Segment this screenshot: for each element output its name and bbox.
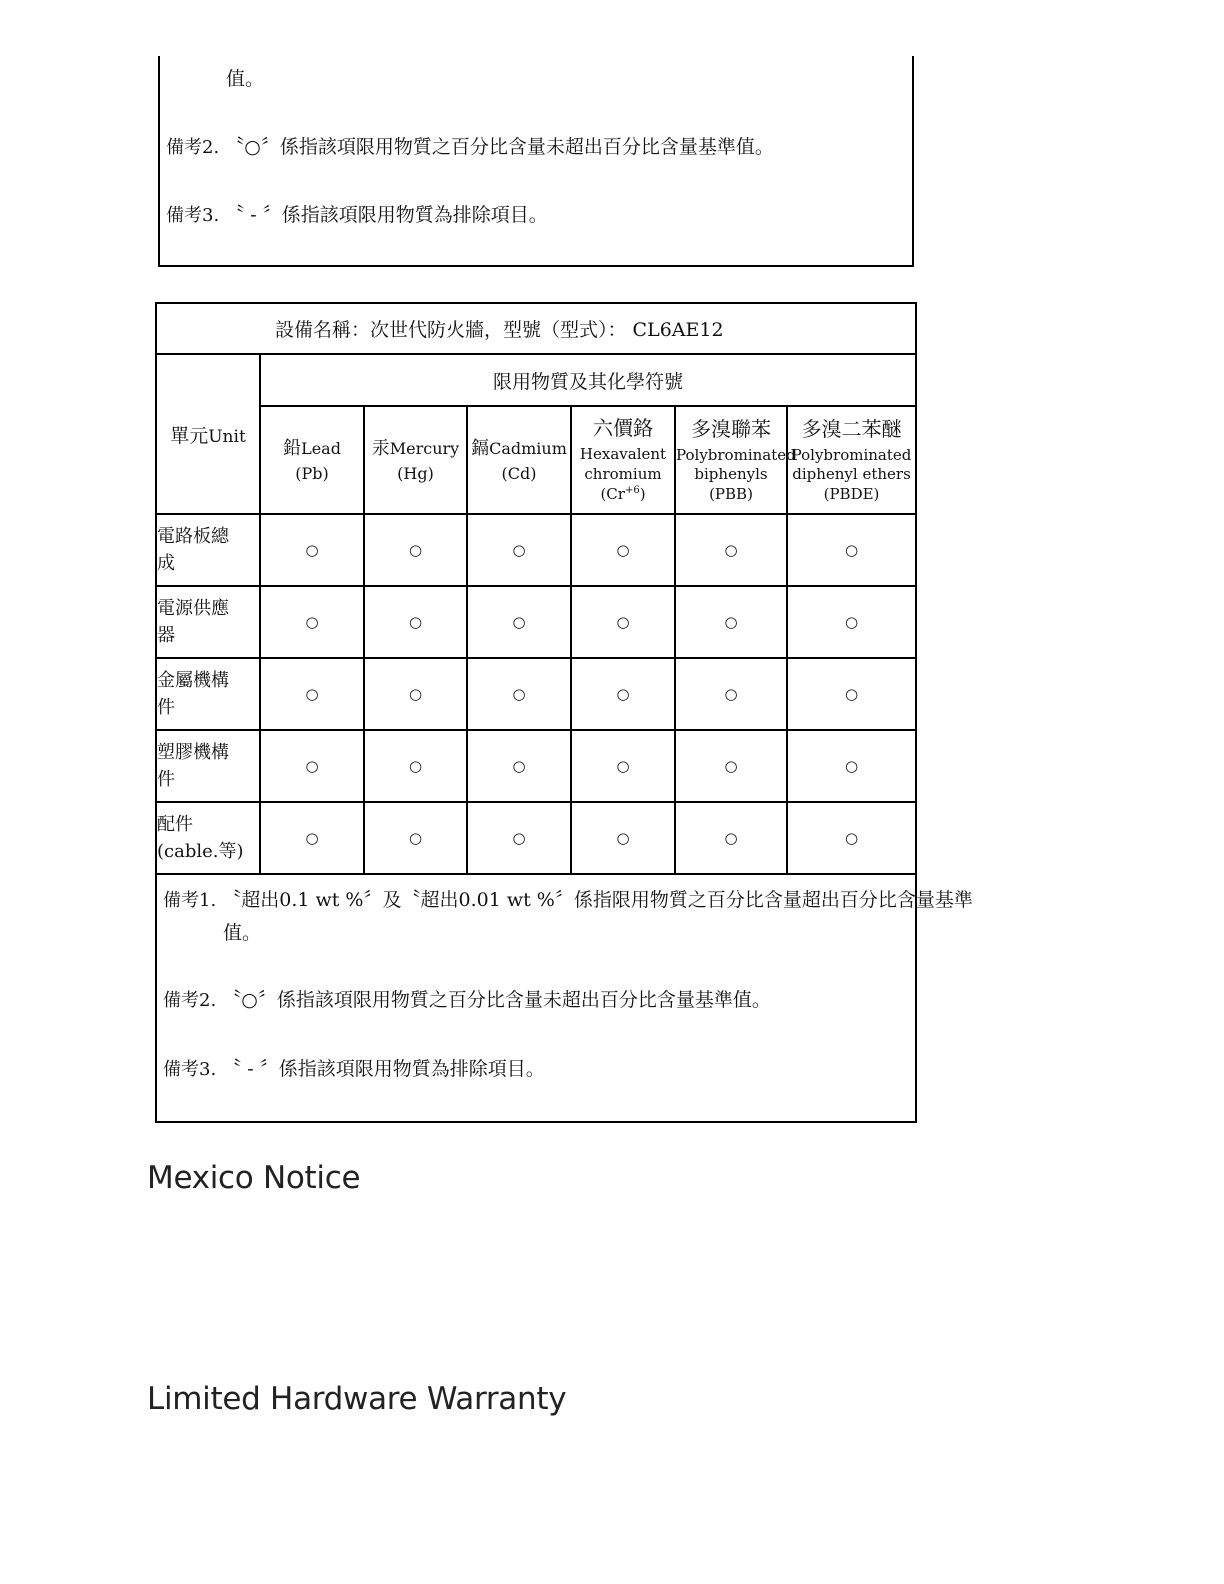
cell-value: ○ xyxy=(467,658,571,730)
note-2-text: 〝○〞係指該項限用物質之百分比含量未超出百分比含量基準值。 xyxy=(225,136,774,158)
table-row xyxy=(156,802,916,874)
note-2 xyxy=(166,136,774,159)
cell-value: ○ xyxy=(467,586,571,658)
note-2: 備考2. 〝○〞係指該項限用物質之百分比含量未超出百分比含量基準值。 xyxy=(163,989,771,1011)
note-3-label: 備考3. xyxy=(166,205,220,226)
table-notes xyxy=(156,874,973,1122)
table-title-cell xyxy=(156,303,916,354)
column-header-pbde: 多溴二苯醚 Polybrominated diphenyl ethers (PBDE) xyxy=(787,406,916,514)
column-header-mercury: 汞Mercury (Hg) xyxy=(364,406,467,514)
cell-value: ○ xyxy=(260,658,364,730)
previous-table-notes xyxy=(158,56,914,267)
cell-value: ○ xyxy=(571,586,675,658)
note-3-text: 〝 - 〞係指該項限用物質為排除項目。 xyxy=(225,204,548,226)
column-header-hexavalent-chromium: 六價鉻 Hexavalent chromium $(Cr^{+6})$ xyxy=(571,406,675,514)
cell-value: ○ xyxy=(364,658,467,730)
cell-value: ○ xyxy=(787,586,916,658)
component-name: 配件 (cable.等) xyxy=(156,802,260,874)
cell-value: ○ xyxy=(260,802,364,874)
table-title: 設備名稱：次世代防火牆，型號（型式）： CL6AE12 xyxy=(275,319,724,341)
cell-value: ○ xyxy=(675,586,787,658)
cell-value: ○ xyxy=(787,658,916,730)
component-name: 塑膠機構 件 xyxy=(156,730,260,802)
cell-value: ○ xyxy=(260,514,364,586)
cell-value: ○ xyxy=(364,514,467,586)
cell-value: ○ xyxy=(364,802,467,874)
column-header-lead: 鉛Lead (Pb) xyxy=(260,406,364,514)
column-header-pbb: 多溴聯苯 Polybrominated biphenyls (PBB) xyxy=(675,406,787,514)
cell-value: ○ xyxy=(571,802,675,874)
substances-header: 限用物質及其化學符號 xyxy=(260,354,916,406)
cell-value: ○ xyxy=(787,802,916,874)
note-1-continuation: 值。 xyxy=(226,68,265,90)
cell-value: ○ xyxy=(571,730,675,802)
restricted-substances-table xyxy=(155,302,973,1123)
cell-value: ○ xyxy=(675,730,787,802)
cell-value: ○ xyxy=(675,658,787,730)
unit-header xyxy=(156,354,260,514)
mexico-notice-heading: Mexico Notice xyxy=(147,1160,361,1196)
component-name: 電源供應 器 xyxy=(156,586,260,658)
column-header-cadmium: 鎘Cadmium (Cd) xyxy=(467,406,571,514)
component-name: 電路板總 成 xyxy=(156,514,260,586)
table-row xyxy=(156,658,916,730)
cell-value: ○ xyxy=(364,730,467,802)
unit-header-en: Unit xyxy=(208,426,246,447)
cell-value: ○ xyxy=(787,730,916,802)
note-1-continuation: 值。 xyxy=(223,922,262,944)
note-2-label: 備考2. xyxy=(166,137,220,158)
cell-value: ○ xyxy=(571,514,675,586)
cell-value: ○ xyxy=(467,514,571,586)
cell-value: ○ xyxy=(260,730,364,802)
table-row xyxy=(156,586,916,658)
cell-value: ○ xyxy=(364,586,467,658)
note-3 xyxy=(166,204,548,227)
note-1: 備考1. 〝超出0.1 wt %〞及〝超出0.01 wt %〞係指限用物質之百分比含量超出百分比含量基準 xyxy=(163,889,973,911)
component-name: 金屬機構 件 xyxy=(156,658,260,730)
unit-header-zh: 單元 xyxy=(170,424,209,447)
limited-hardware-warranty-heading: Limited Hardware Warranty xyxy=(147,1381,567,1417)
cell-value: ○ xyxy=(467,802,571,874)
note-3: 備考3. 〝 - 〞係指該項限用物質為排除項目。 xyxy=(163,1058,545,1080)
cell-value: ○ xyxy=(260,586,364,658)
cell-value: ○ xyxy=(675,802,787,874)
table-row xyxy=(156,514,916,586)
cell-value: ○ xyxy=(675,514,787,586)
cell-value: ○ xyxy=(787,514,916,586)
cell-value: ○ xyxy=(571,658,675,730)
table-row xyxy=(156,730,916,802)
cell-value: ○ xyxy=(467,730,571,802)
